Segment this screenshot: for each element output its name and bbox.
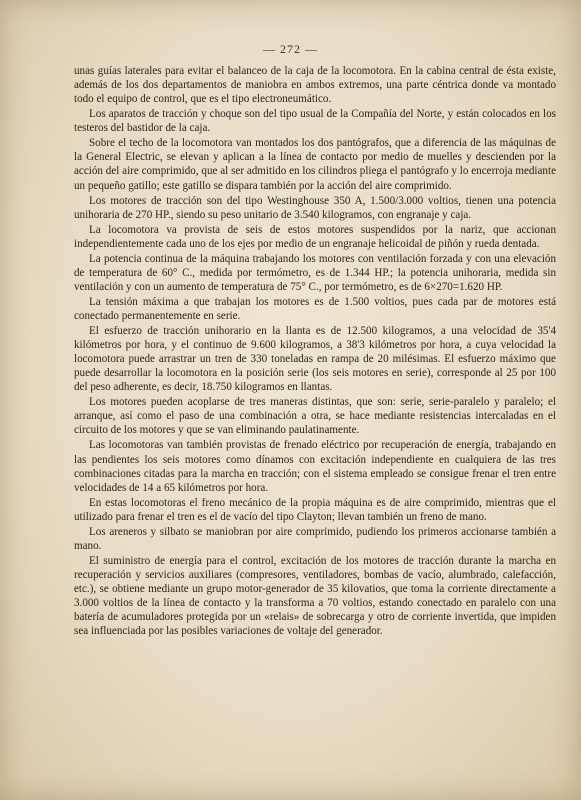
paragraph: La potencia continua de la máquina trabajando los motores con ventilación forzada y con una elevación de temperatura de 60° C., medida por termómetro, es de 1.344 HP.; la potencia unihoraria, medida sin ventilación y con un aumento de temperatura de 75° C., por termómetro, es de 6×270=1.620 HP. [74, 252, 556, 293]
body-text [74, 64, 556, 639]
paragraph: Sobre el techo de la locomotora van montados los dos pantógrafos, que a diferencia de las máquinas de la General Electric, se elevan y aplican a la línea de contacto por medio de muelles y descienden por la acción del aire comprimido, que al ser admitido en los cilindros pliega el pantógrafo y lo encerroja mediante un pequeño gatillo; este gatillo se dispara también por la acción del aire comprimido. [74, 137, 556, 192]
paragraph: El suministro de energía para el control, excitación de los motores de tracción durante la marcha en recuperación y servicios auxiliares (compresores, ventiladores, bombas de vacío, alumbrado, calefacción, etc.), se obtiene mediante un grupo motor-generador de 35 kilovatios, que toma la corriente directamente a 3.000 voltios de la línea de contacto y la transforma a 70 voltios, estando conectado en paralelo con una batería de acumuladores protegida por un «relais» de sobrecarga y otro de corriente invertida, que impiden sea influenciada por las posibles variaciones de voltaje del generador. [74, 554, 556, 638]
paragraph: Los motores pueden acoplarse de tres maneras distintas, que son: serie, serie-paralelo y paralelo; el arranque, así como el paso de una combinación a otra, se hace mediante resistencias intercaladas en el circuito de los motores y que se van eliminando paulatinamente. [74, 396, 556, 437]
paragraph: Los motores de tracción son del tipo Westinghouse 350 A, 1.500/3.000 voltios, tienen una potencia unihoraria de 270 HP., siendo su peso unitario de 3.540 kilogramos, con engranaje y caja. [74, 194, 556, 221]
paragraph: El esfuerzo de tracción unihorario en la llanta es de 12.500 kilogramos, a una velocidad de 35'4 kilómetros por hora, y el continuo de 9.600 kilogramos, a 38'3 kilómetros por hora, a cuya velocidad la locomotora puede arrastrar un tren de 330 toneladas en rampa de 20 milésimas. El esfuerzo máximo que puede desarrollar la locomotora en la posición serie (los seis motores en serie), corresponde al 25 por 100 del peso adherente, es decir, 18.750 kilogramos en llantas. [74, 324, 556, 394]
paragraph: unas guías laterales para evitar el balanceo de la caja de la locomotora. En la cabina central de ésta existe, además de los dos departamentos de maniobra en ambos extremos, una parte céntrica donde va montado todo el equipo de control, que es el tipo electroneumático. [74, 65, 556, 106]
page-number: — 272 — [263, 42, 318, 56]
paragraph: La tensión máxima a que trabajan los motores es de 1.500 voltios, pues cada par de motores está conectado permanentemente en serie. [74, 295, 556, 322]
paragraph: Los aparatos de tracción y choque son del tipo usual de la Compañía del Norte, y están colocados en los testeros del bastidor de la caja. [74, 108, 556, 135]
paragraph: Los areneros y silbato se maniobran por aire comprimido, pudiendo los primeros accionarse también a mano. [74, 525, 556, 552]
paragraph: En estas locomotoras el freno mecánico de la propia máquina es de aire comprimido, mientras que el utilizado para frenar el tren es el de vacío del tipo Clayton; llevan también un freno de mano. [74, 496, 556, 523]
paragraph: Las locomotoras van también provistas de frenado eléctrico por recuperación de energía, trabajando en las pendientes los seis motores como dínamos con excitación independiente en cualquiera de las tres combinaciones citadas para la marcha en tracción; con el sistema empleado se consigue frenar el tren entre velocidades de 14 a 65 kilómetros por hora. [74, 439, 556, 494]
paragraph: La locomotora va provista de seis de estos motores suspendidos por la nariz, que accionan independientemente cada uno de los ejes por medio de un engranaje helicoidal de piñón y rueda dentada. [74, 223, 556, 250]
